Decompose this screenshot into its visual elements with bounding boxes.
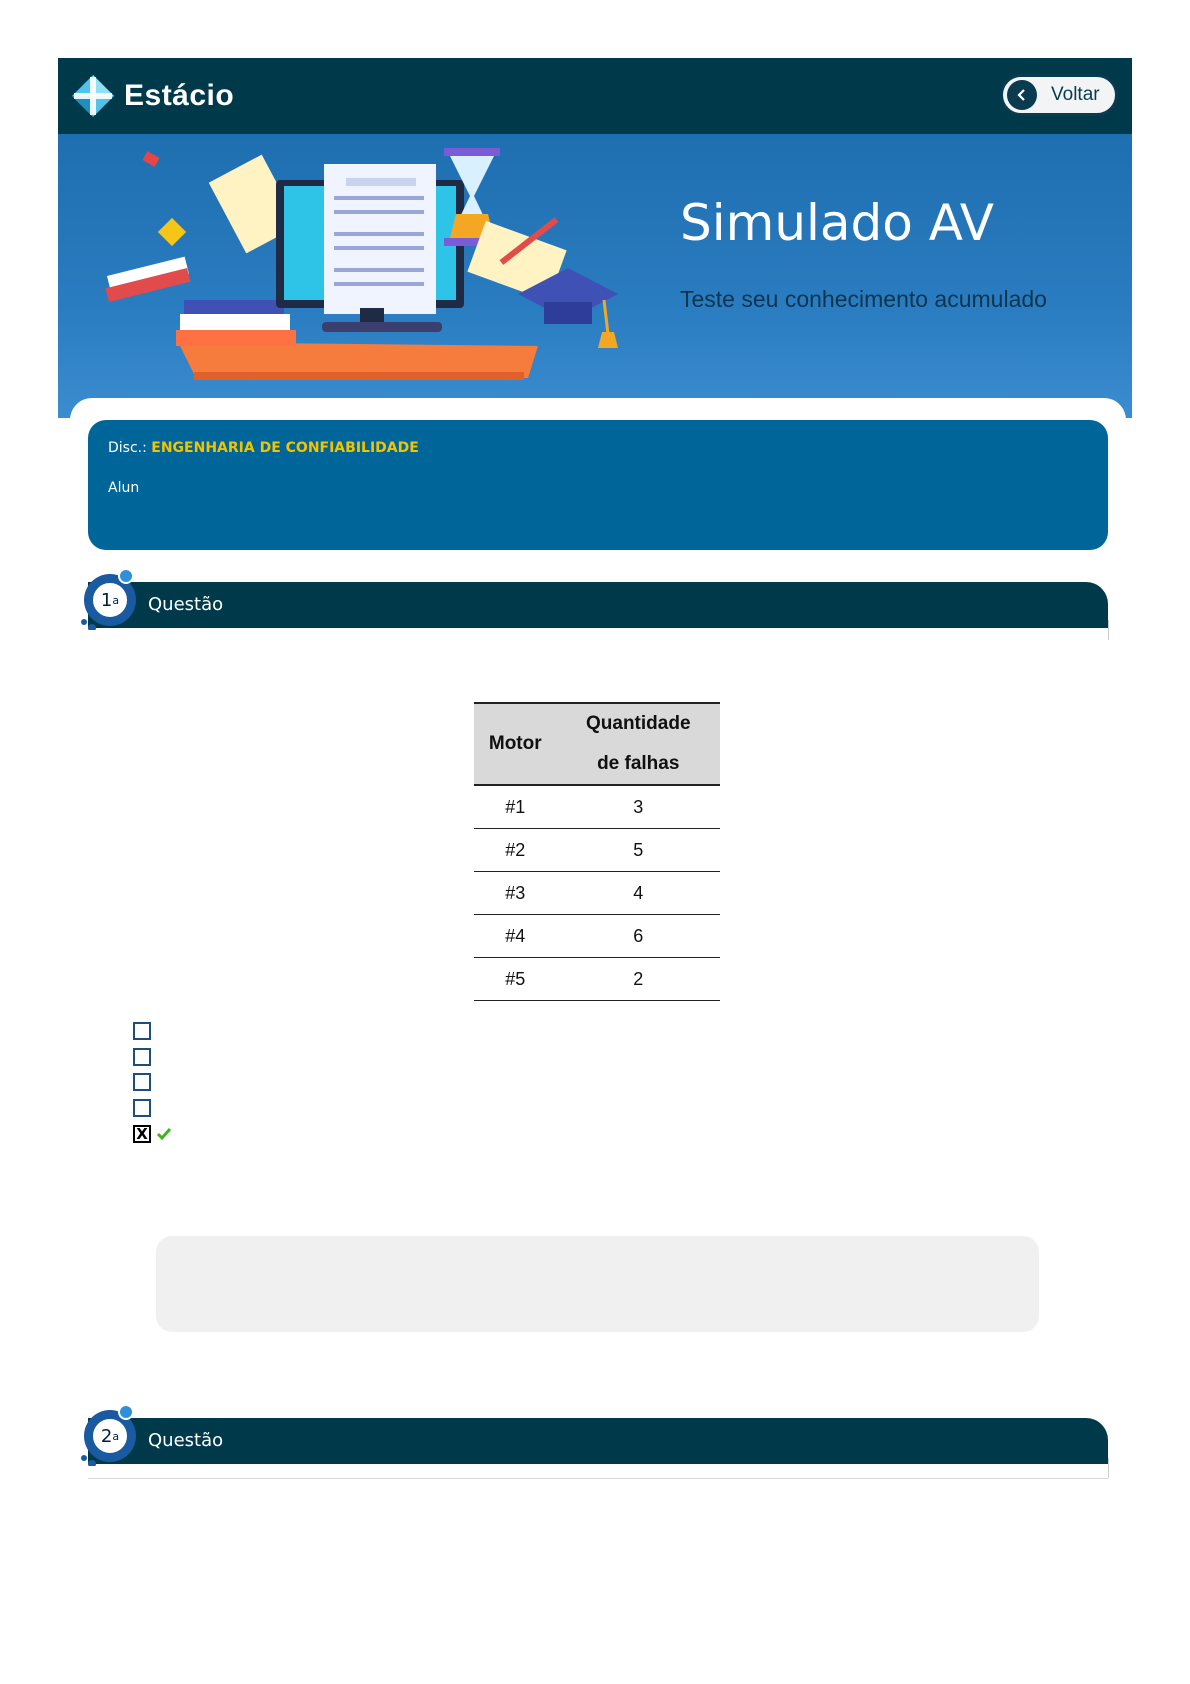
table-header-falhas: Quantidade de falhas <box>557 703 720 785</box>
question-2-divider <box>88 1478 1108 1479</box>
table-row: #4 6 <box>474 915 720 958</box>
question-1-label: Questão <box>148 594 224 615</box>
option-e-checkbox-selected[interactable]: X <box>133 1125 151 1143</box>
back-button[interactable] <box>1000 74 1118 116</box>
question-2-badge <box>78 1402 142 1466</box>
question-2-header <box>88 1418 1108 1464</box>
discipline-line <box>108 440 419 456</box>
discipline-info-panel <box>88 420 1108 550</box>
estacio-logo <box>70 70 350 122</box>
banner-title: Simulado AV <box>680 194 994 252</box>
failures-table <box>474 702 720 1001</box>
banner-subtitle: Teste seu conhecimento acumulado <box>680 286 1047 312</box>
table-row: #3 4 <box>474 872 720 915</box>
table-row: #2 5 <box>474 829 720 872</box>
table-row: #1 3 <box>474 785 720 829</box>
option-b-checkbox[interactable] <box>133 1048 151 1066</box>
option-d-checkbox[interactable] <box>133 1099 151 1117</box>
checkmark-icon <box>156 1126 172 1142</box>
table-header-motor: Motor <box>474 703 557 785</box>
option-a-checkbox[interactable] <box>133 1022 151 1040</box>
question-2-number: 2 a <box>90 1416 130 1456</box>
student-label: Alun <box>108 480 140 496</box>
brand-name: Estácio <box>124 79 235 112</box>
chevron-left-icon <box>1007 80 1037 110</box>
option-c-checkbox[interactable] <box>133 1073 151 1091</box>
question-2-edge <box>1108 1458 1109 1478</box>
question-1-badge <box>78 566 142 630</box>
answer-explanation-box <box>156 1236 1039 1332</box>
discipline-label: Disc.: <box>108 440 147 456</box>
discipline-value: ENGENHARIA DE CONFIABILIDADE <box>151 440 419 456</box>
question-1-number: 1 a <box>90 580 130 620</box>
back-button-label: Voltar <box>1051 84 1100 105</box>
question-1-header <box>88 582 1108 628</box>
estacio-logo-icon <box>70 73 116 119</box>
table-row: #5 2 <box>474 958 720 1001</box>
hero-banner <box>58 134 1132 418</box>
exam-illustration <box>98 134 658 418</box>
question-1-edge <box>1108 620 1109 640</box>
question-2-label: Questão <box>148 1430 224 1451</box>
